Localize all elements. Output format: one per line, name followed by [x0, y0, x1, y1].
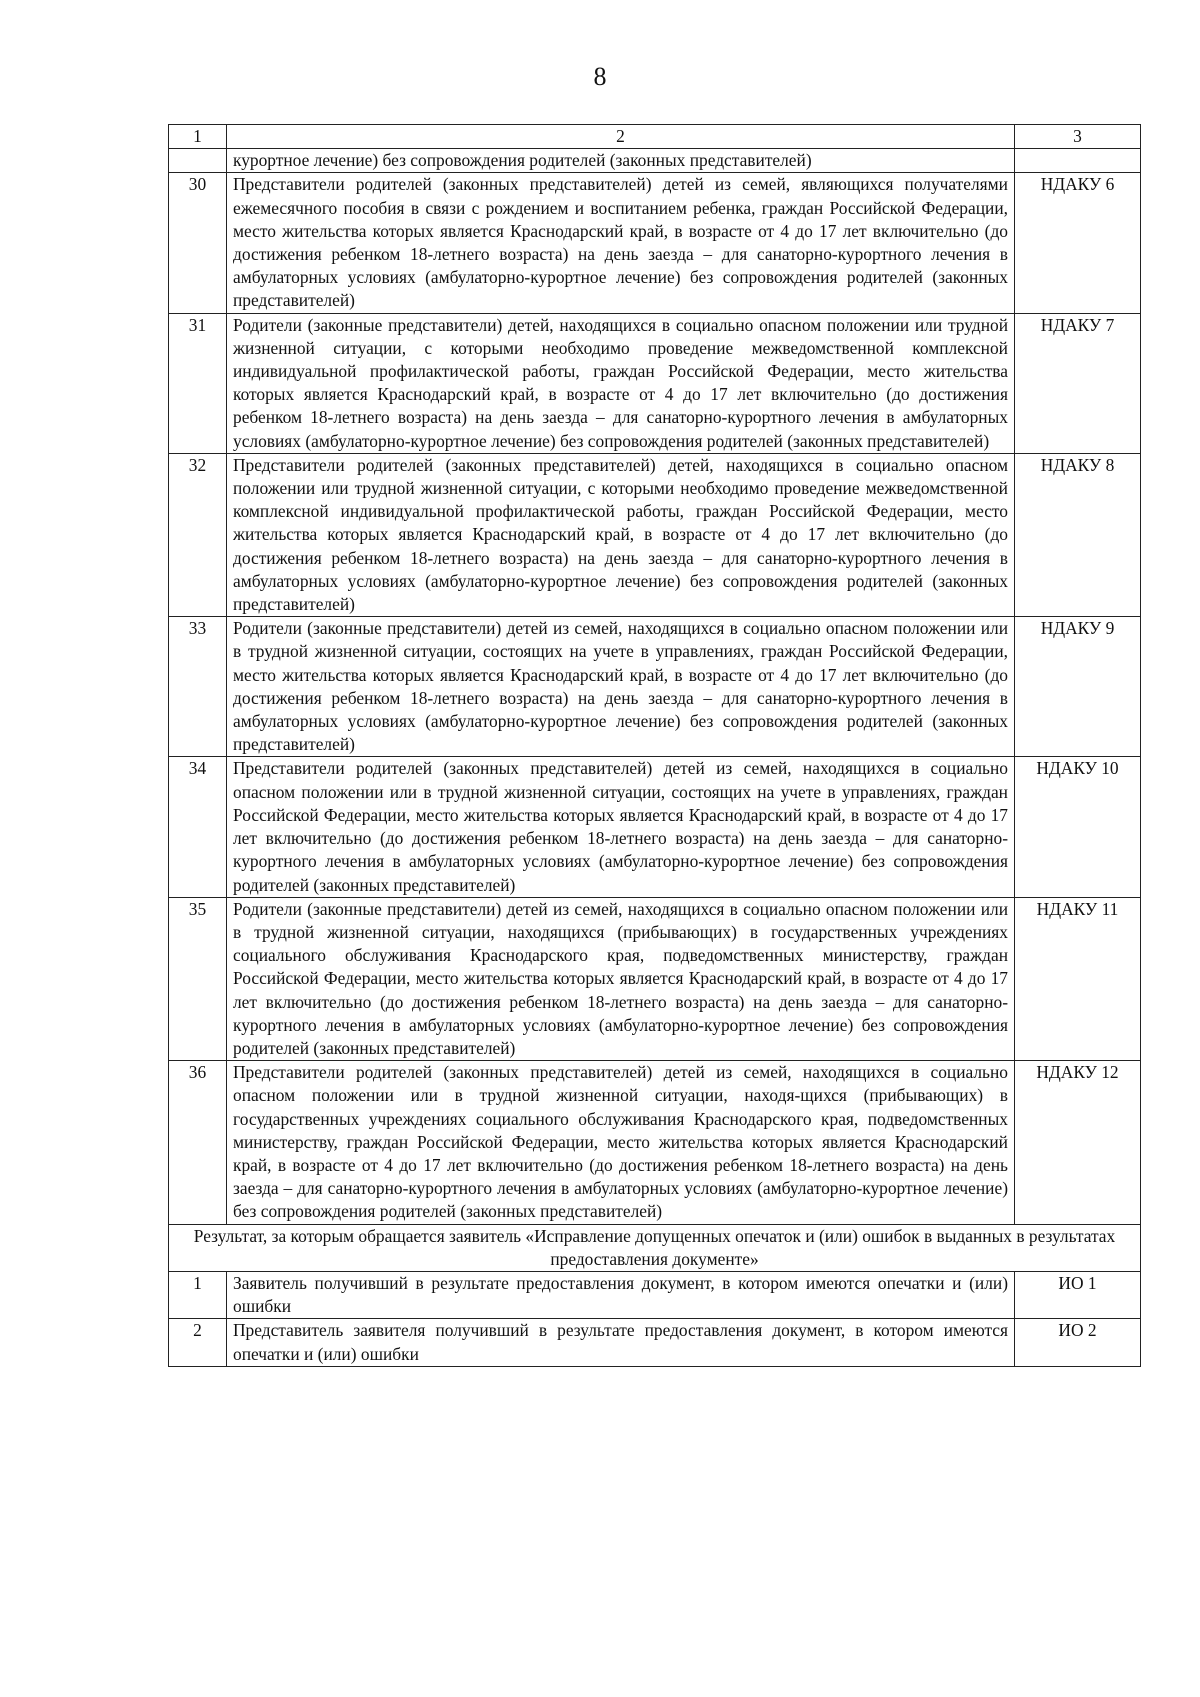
- row-code: НДАКУ 6: [1015, 173, 1141, 313]
- table-header-row: [169, 125, 1141, 149]
- row-number: 2: [169, 1319, 227, 1366]
- row-code: НДАКУ 7: [1015, 313, 1141, 453]
- row-number: 33: [169, 617, 227, 757]
- row-description: Представители родителей (законных представителей) детей из семей, находящихся в социально опасном положении или в трудной жизненной ситуации, состоящих на учете в управлениях, граждан Российской Федерации, место жительства которых является Краснодарский край, в возрасте от 4 до 17 лет включительно (до достижения ребенком 18-летнего возраста) на день заезда – для санаторно-курортного лечения в амбулаторных условиях (амбулаторно-курортное лечение) без сопровождения родителей (законных представителей): [227, 757, 1015, 897]
- table-row: [169, 453, 1141, 616]
- row-code: ИО 2: [1015, 1319, 1141, 1366]
- table-row: [169, 617, 1141, 757]
- row-number: 32: [169, 453, 227, 616]
- row-description: Родители (законные представители) детей из семей, находящихся в социально опасном положении или в трудной жизненной ситуации, находящихся (прибывающих) в государственных учреждениях социального обслуживания Краснодарского края, подведомственных министерству, граждан Российской Федерации, место жительства которых является Краснодарский край, в возрасте от 4 до 17 лет включительно (до достижения ребенком 18-летнего возраста) на день заезда – для санаторно-курортного лечения в амбулаторных условиях (амбулаторно-курортное лечение) без сопровождения родителей (законных представителей): [227, 897, 1015, 1060]
- table-row: [169, 1319, 1141, 1366]
- table-row: [169, 757, 1141, 897]
- page-number: 8: [593, 62, 607, 91]
- row-description: Представители родителей (законных представителей) детей из семей, находящихся в социально опасном положении или в трудной жизненной ситуации, находя-щихся (прибывающих) в государственных учреждениях социального обслуживания Краснодарского края, подведомственных министерству, граждан Российской Федерации, место жительства которых является Краснодарский край, в возрасте от 4 до 17 лет включительно (до достижения ребенком 18-летнего возраста) на день заезда – для санаторно-курортного лечения в амбулаторных условиях (амбулаторно-курортное лечение) без сопровождения родителей (законных представителей): [227, 1061, 1015, 1224]
- table-row: [169, 173, 1141, 313]
- row-number: 1: [169, 1271, 227, 1318]
- row-description: Родители (законные представители) детей, находящихся в социально опасном положении или трудной жизненной ситуации, с которыми необходимо проведение межведомственной комплексной индивидуальной профилактической работы, граждан Российской Федерации, место жительства которых является Краснодарский край, в возрасте от 4 до 17 лет включительно (до достижения ребенком 18-летнего возраста) на день заезда – для санаторно-курортного лечения в амбулаторных условиях (амбулаторно-курортное лечение) без сопровождения родителей (законных представителей): [227, 313, 1015, 453]
- column-header-3: 3: [1015, 125, 1141, 149]
- row-number: 35: [169, 897, 227, 1060]
- row-code: НДАКУ 12: [1015, 1061, 1141, 1224]
- row-code: НДАКУ 11: [1015, 897, 1141, 1060]
- table-row: [169, 313, 1141, 453]
- row-number: 31: [169, 313, 227, 453]
- result-header: Результат, за которым обращается заявитель «Исправление допущенных опечаток и (или) ошибок в выданных в результатах предоставления документе»: [169, 1224, 1141, 1271]
- row-number: 34: [169, 757, 227, 897]
- column-header-1: 1: [169, 125, 227, 149]
- row-number: 30: [169, 173, 227, 313]
- result-header-row: [169, 1224, 1141, 1271]
- row-number: 36: [169, 1061, 227, 1224]
- row-description: Представитель заявителя получивший в результате предоставления документ, в котором имеются опечатки и (или) ошибки: [227, 1319, 1015, 1366]
- column-header-2: 2: [227, 125, 1015, 149]
- row-code: ИО 1: [1015, 1271, 1141, 1318]
- table-row: [169, 1061, 1141, 1224]
- applicant-categories-table: [168, 124, 1141, 1367]
- empty-cell: [1015, 149, 1141, 173]
- row-description: Представители родителей (законных представителей) детей, находящихся в социально опасном положении или трудной жизненной ситуации, с которыми необходимо проведение межведомственной комплексной индивидуальной профилактической работы, граждан Российской Федерации, место жительства которых является Краснодарский край, в возрасте от 4 до 17 лет включительно (до достижения ребенком 18-летнего возраста) на день заезда – для санаторно-курортного лечения в амбулаторных условиях (амбулаторно-курортное лечение) без сопровождения родителей (законных представителей): [227, 453, 1015, 616]
- row-code: НДАКУ 9: [1015, 617, 1141, 757]
- table-row: [169, 897, 1141, 1060]
- empty-cell: [169, 149, 227, 173]
- row-description: Представители родителей (законных представителей) детей из семей, являющихся получателями ежемесячного пособия в связи с рождением и воспитанием ребенка, граждан Российской Федерации, место жительства которых является Краснодарский край, в возрасте от 4 до 17 лет включительно (до достижения ребенком 18-летнего возраста) на день заезда – для санаторно-курортного лечения в амбулаторных условиях (амбулаторно-курортное лечение) без сопровождения родителей (законных представителей): [227, 173, 1015, 313]
- row-description: Родители (законные представители) детей из семей, находящихся в социально опасном положении или в трудной жизненной ситуации, состоящих на учете в управлениях, граждан Российской Федерации, место жительства которых является Краснодарский край, в возрасте от 4 до 17 лет включительно (до достижения ребенком 18-летнего возраста) на день заезда – для санаторно-курортного лечения в амбулаторных условиях (амбулаторно-курортное лечение) без сопровождения родителей (законных представителей): [227, 617, 1015, 757]
- table-row-continuation: [169, 149, 1141, 173]
- table-row: [169, 1271, 1141, 1318]
- row-description: Заявитель получивший в результате предоставления документ, в котором имеются опечатки и (или) ошибки: [227, 1271, 1015, 1318]
- row-code: НДАКУ 8: [1015, 453, 1141, 616]
- continuation-text: курортное лечение) без сопровождения родителей (законных представителей): [227, 149, 1015, 173]
- row-code: НДАКУ 10: [1015, 757, 1141, 897]
